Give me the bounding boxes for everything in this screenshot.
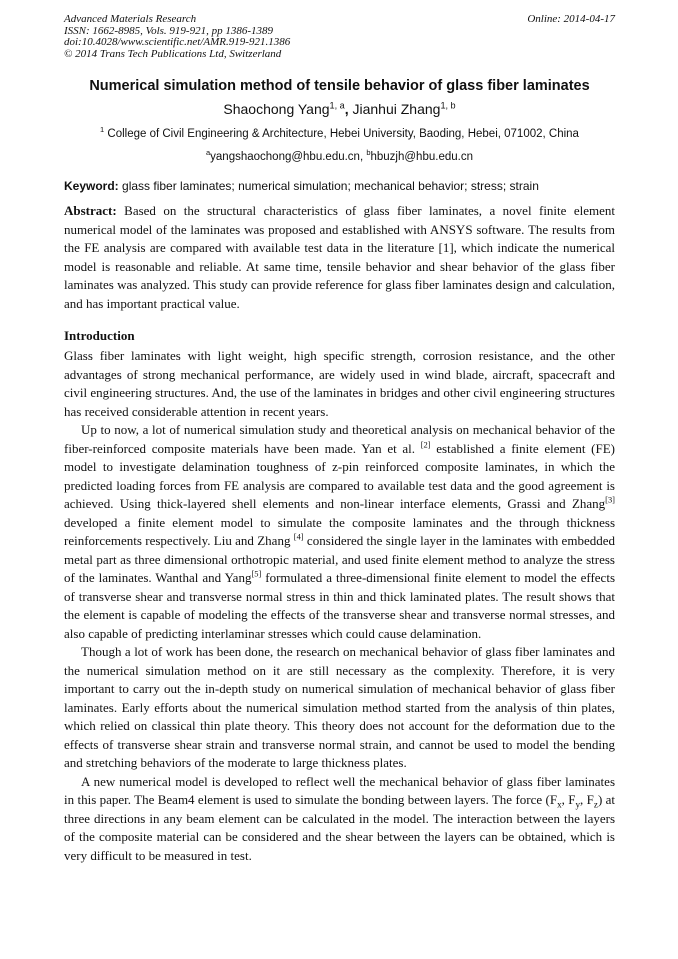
author-emails: [64, 148, 615, 163]
author-affiliation-mark: 1, b: [440, 100, 456, 111]
paragraph: Glass fiber laminates with light weight, high specific strength, corrosion resistance, and the other advantages of strong mechanical performance, are widely used in wind blade, aircraft, spacecraft and civil engineering structures. And, the use of the laminates in bridges and other civil engineering structures has received considerable attention in recent years.: [64, 348, 615, 419]
keywords-label: Keyword:: [64, 179, 119, 193]
affiliation-text: College of Civil Engineering & Architecture, Hebei University, Baoding, Hebei, 071002, China: [104, 128, 579, 140]
paragraph-text: A new numerical model is developed to reflect well the mechanical behavior of glass fiber laminates in this paper. The Beam4 element is used to simulate the bonding between layers. The force (F: [64, 773, 615, 807]
issn-line: ISSN: 1662-8985, Vols. 919-921, pp 1386-1389: [64, 24, 273, 37]
paper-page: [64, 14, 615, 865]
paragraph-text: , F: [561, 792, 576, 807]
subscript: y: [575, 799, 581, 810]
author-list: [64, 101, 615, 117]
paper-title: Numerical simulation method of tensile behavior of glass fiber laminates: [89, 78, 590, 94]
citation: [5]: [251, 568, 262, 579]
author-separator: ,: [344, 101, 353, 117]
doi-line: doi:10.4028/www.scientific.net/AMR.919-921.1386: [64, 36, 291, 48]
author-name: Jianhui Zhang: [352, 101, 441, 117]
journal-header: [64, 14, 615, 60]
paragraph-text: considered the single layer in the laminates with embedded metal part as three dimensional orthotropic material, and used finite element method to analyze the stress of the laminates. Wanthal and Yang: [64, 533, 615, 585]
affiliation-mark: 1: [100, 125, 105, 135]
paragraph-text: formulated a three-dimensional finite element to model the effects of transverse shear and transverse normal stress in thin and thick laminated plates. The result shows that the element is capable of modeling the effects of the transverse shear and transverse normal stresses, and also capable of predicting interlaminar stresses which could cause delamination.: [64, 570, 615, 641]
email-link[interactable]: hbuzjh@hbu.edu.cn: [370, 151, 473, 163]
journal-name: Advanced Materials Research: [64, 13, 197, 25]
citation: [3]: [605, 494, 615, 505]
paragraph: [64, 421, 615, 643]
affiliation: [64, 125, 615, 140]
paragraph: Though a lot of work has been done, the research on mechanical behavior of glass fiber laminates and the numerical simulation method on it are still necessary as the complexity. Therefore, it is very important to carry out the in-depth study on numerical simulation of mechanical behavior of glass fiber laminates. Early efforts about the numerical simulation method started from the analysis of thin plates, which relied on classical thin plate theory. This theory does not account for the deformation due to the effects of transverse shear strain and transverse normal strain, and cannot be used to model the bending and stretching behaviors of the moderate to large thickness plates.: [64, 644, 615, 770]
author-affiliation-mark: 1, a: [329, 100, 345, 111]
email-mark: b: [366, 148, 371, 158]
paragraph: [64, 773, 615, 866]
paragraph-text: ) at three directions in any beam element can be calculated in the model. The interaction between the layers of the composite material can be considered and the shear between the layers can be obtained, which is very difficult to be measured in test.: [64, 792, 616, 863]
abstract-text: Based on the structural characteristics of glass fiber laminates, a novel finite element numerical model of the laminates was proposed and established with ANSYS software. The results from the FE analysis are compared with available test data in the literature [1], which indicate the numerical model is reasonable and reliable. At same time, tensile behavior and shear behavior of the glass fiber laminates was analyzed. This study can provide reference for glass fiber laminates design and calculation, and has important practical value.: [64, 203, 615, 311]
abstract: [64, 202, 615, 313]
email-mark: a: [206, 148, 211, 158]
citation: [2]: [420, 439, 431, 450]
copyright-line: © 2014 Trans Tech Publications Ltd, Switzerland: [64, 47, 282, 60]
subscript: z: [593, 799, 598, 810]
paragraph-text: , F: [580, 792, 594, 807]
subscript: x: [557, 799, 562, 810]
paragraph-text: established a finite element (FE) model to investigate delamination toughness of z-pin reinforced composite laminates, in which the predicted loading forces from FE analysis are compared to available test data and the good agreement is achieved. Using thick-layered shell elements and non-linear interface elements, Grassi and Zhang: [64, 440, 615, 511]
online-date: Online: 2014-04-17: [527, 13, 615, 25]
keywords: [64, 179, 615, 193]
keywords-text: glass fiber laminates; numerical simulation; mechanical behavior; stress; strain: [118, 179, 539, 193]
citation: [4]: [293, 531, 304, 542]
email-link[interactable]: yangshaochong@hbu.edu.cn,: [210, 151, 367, 163]
paragraph-text: Up to now, a lot of numerical simulation study and theoretical analysis on mechanical behavior of the fiber-reinforced composite materials have been made. Yan et al.: [64, 422, 615, 456]
author-name: Shaochong Yang: [223, 101, 330, 117]
abstract-label: Abstract:: [64, 203, 117, 218]
paragraph-text: developed a finite element model to simulate the composite laminates and the through thickness reinforcements respectively. Liu and Zhang: [64, 514, 615, 548]
section-heading: Introduction: [64, 328, 135, 343]
